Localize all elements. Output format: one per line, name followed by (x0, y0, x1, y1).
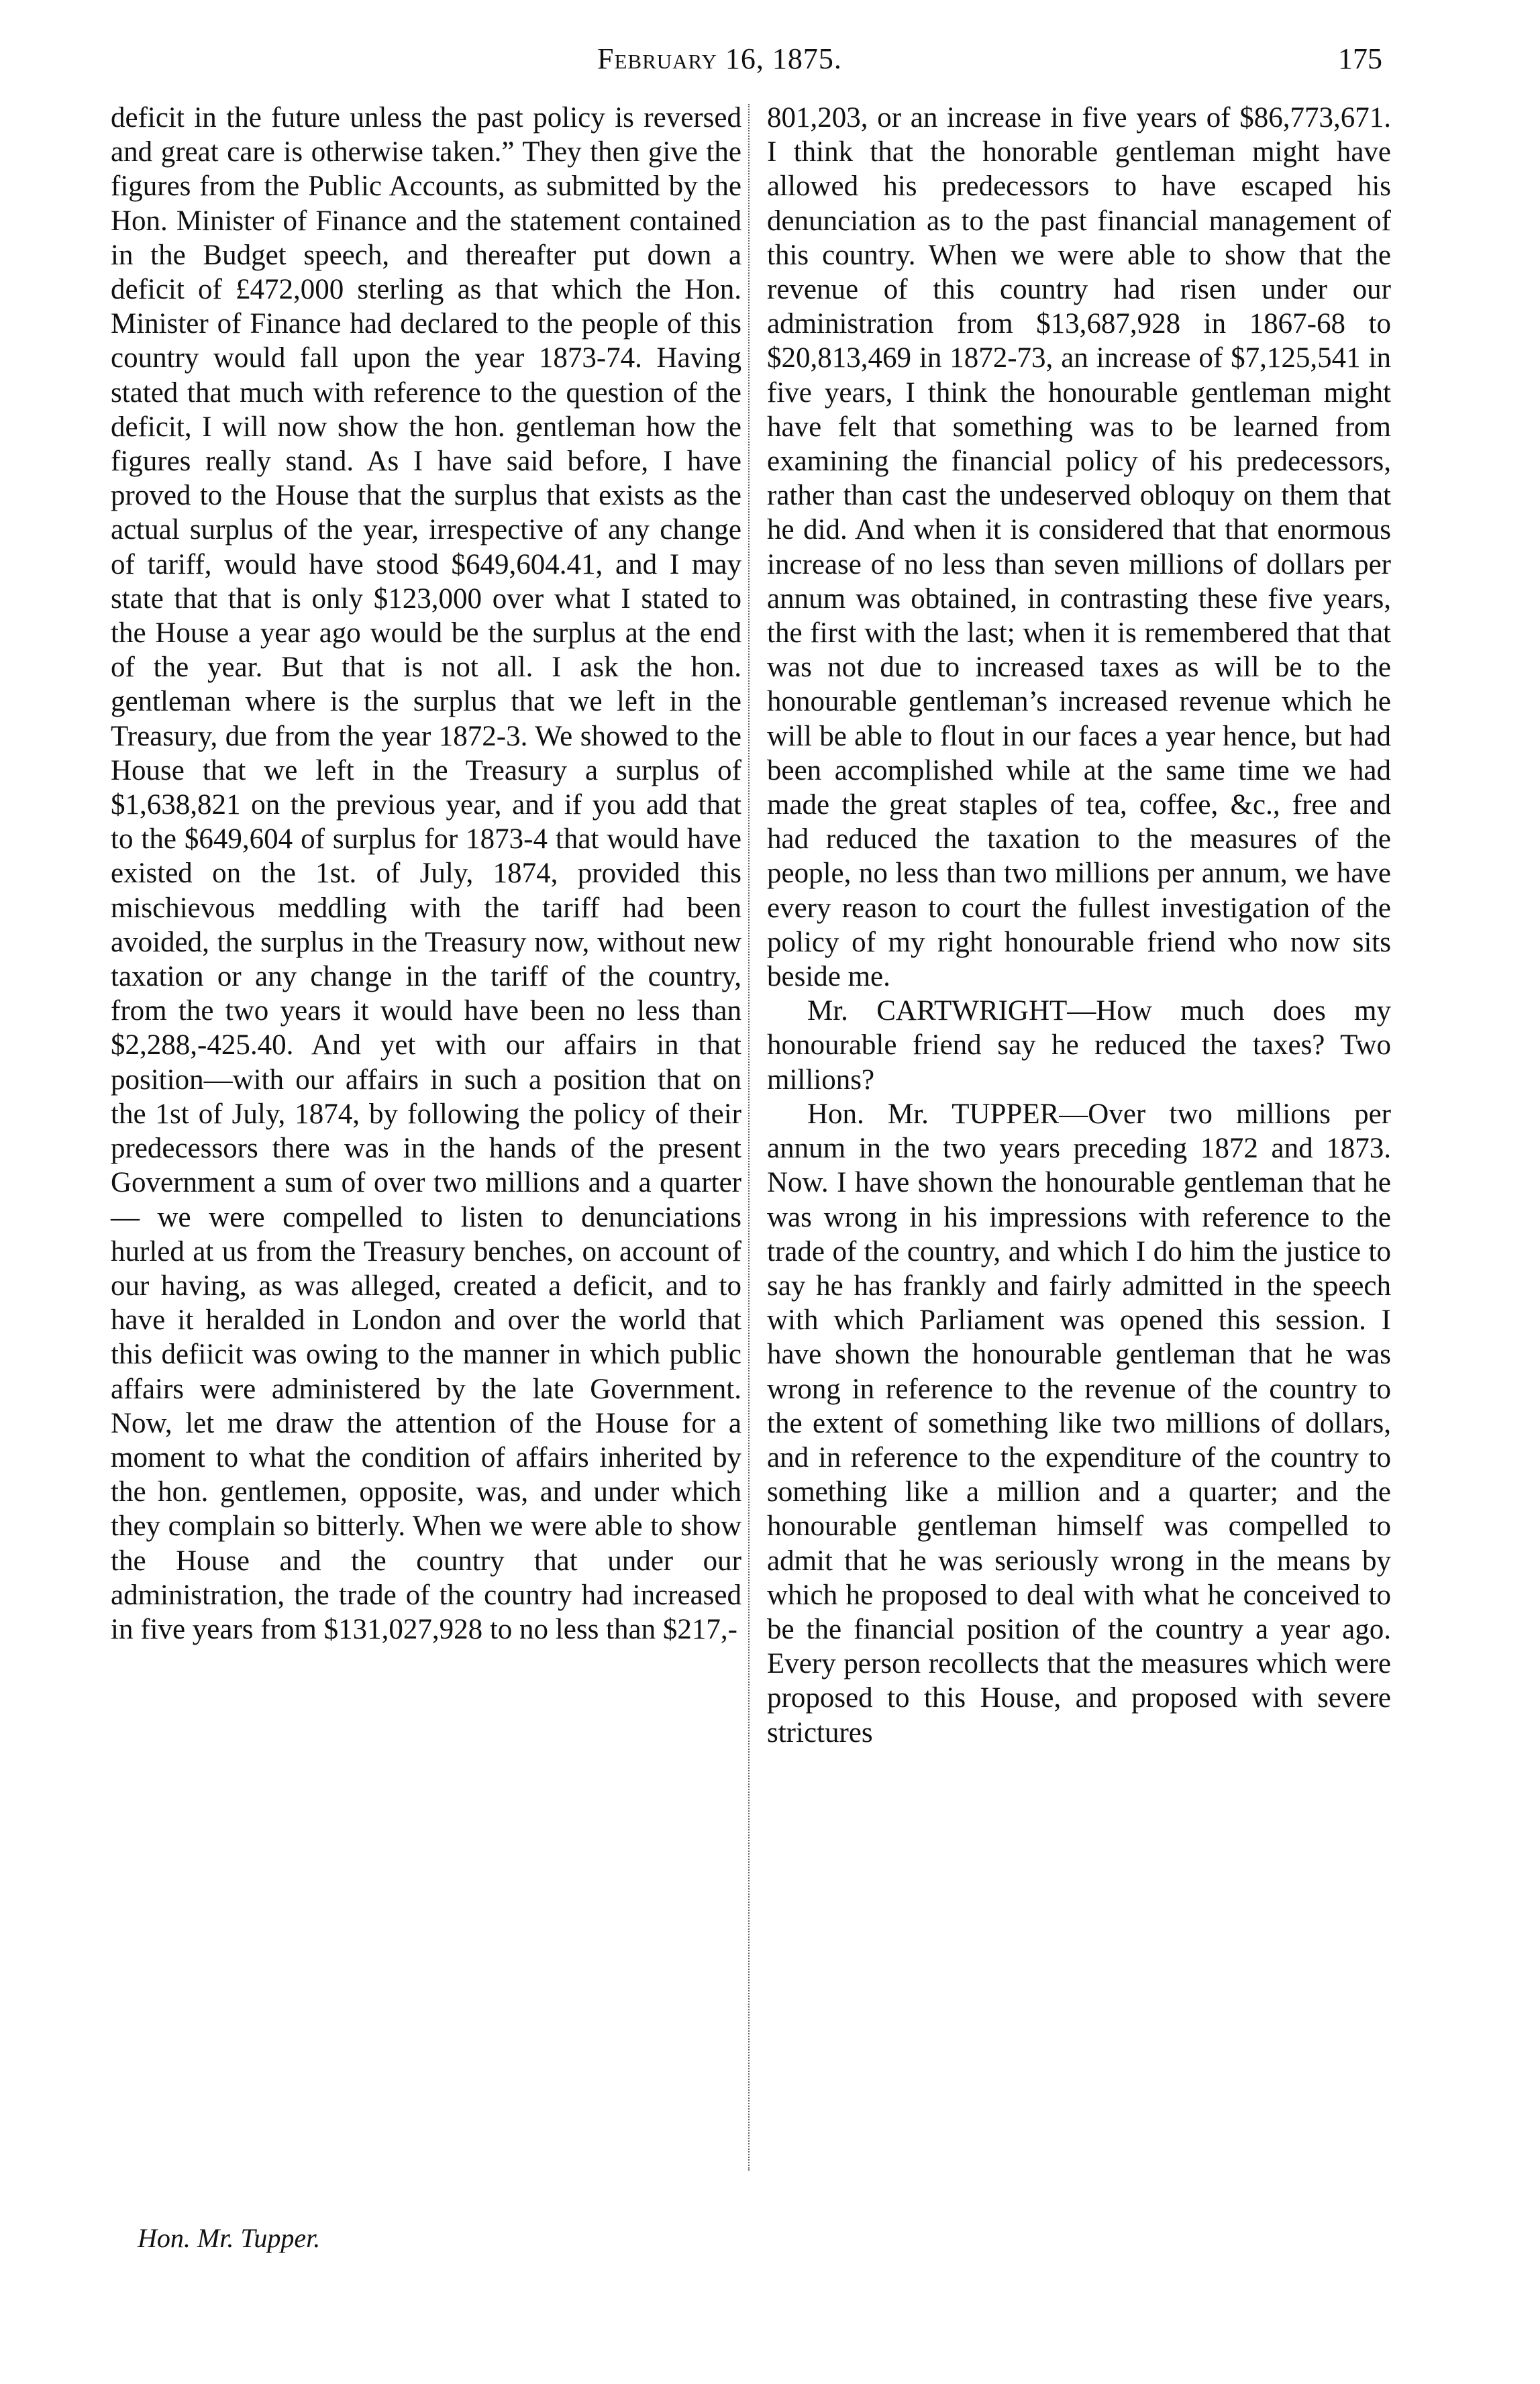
right-column (767, 101, 1391, 1750)
page-header (0, 42, 1540, 89)
page-number: 175 (1338, 42, 1382, 75)
column-divider (748, 104, 750, 2171)
right-paragraph-2: Mr. CARTWRIGHT—How much does my honourable friend say he reduced the taxes? Two millions? (767, 995, 1391, 1096)
left-column (111, 101, 741, 1647)
running-title: February 16, 1875. (597, 42, 842, 75)
right-paragraph-3: Hon. Mr. TUPPER—Over two millions per annum in the two years preceding 1872 and 1873. Now. I have shown the honourable gentleman that he was wrong in his impressions with reference to the trade of the country, and which I do him the justice to say he has frankly and fairly admitted in the speech with which Parliament was opened this session. I have shown the honourable gentleman that he was wrong in reference to the revenue of the country to the extent of something like two millions of dollars, and in reference to the expenditure of the country to something like a million and a quarter; and the honourable gentleman himself was compelled to admit that he was seriously wrong in the means by which he proposed to deal with what he conceived to be the financial position of the country a year ago. Every person recollects that the measures which were proposed to this House, and proposed with severe strictures (767, 1098, 1391, 1749)
left-paragraph-1: deficit in the future unless the past policy is reversed and great care is otherwise taken.” They then give the figures from the Public Accounts, as submitted by the Hon. Minister of Finance and the statement contained in the Budget speech, and thereafter put down a deficit of £472,000 sterling as that which the Hon. Minister of Finance had declared to the people of this country would fall upon the year 1873-74. Having stated that much with reference to the question of the deficit, I will now show the hon. gentleman how the figures really stand. As I have said before, I have proved to the House that the surplus that exists as the actual surplus of the year, irrespective of any change of tariff, would have stood $649,604.41, and I may state that that is only $123,000 over what I stated to the House a year ago would be the surplus at the end of the year. But that is not all. I ask the hon. gentleman where is the surplus that we left in the Treasury, due from the year 1872-3. We showed to the House that we left in the Treasury a surplus of $1,638,821 on the previous year, and if you add that to the $649,604 of surplus for 1873-4 that would have existed on the 1st. of July, 1874, provided this mischievous meddling with the tariff had been avoided, the surplus in the Treasury now, without new taxation or any change in the tariff of the country, from the two years it would have been no less than $2,288,-425.40. And yet with our affairs in that position—with our affairs in such a position that on the 1st of July, 1874, by following the policy of their predecessors there was in the hands of the present Government a sum of over two millions and a quarter — we were compelled to listen to denunciations hurled at us from the Treasury benches, on account of our having, as was alleged, created a deficit, and to have it heralded in London and over the world that this defiicit was owing to the manner in which public affairs were administered by the late Government. Now, let me draw the attention of the House for a moment to what the condition of affairs inherited by the hon. gentlemen, opposite, was, and under which they complain so bitterly. When we were able to show the House and the country that under our administration, the trade of the country had increased in five years from $131,027,928 to no less than $217,- (111, 102, 741, 1645)
footer-speaker-name: Hon. Mr. Tupper. (138, 2223, 321, 2253)
right-paragraph-1: 801,203, or an increase in five years of $86,773,671. I think that the honorable gentleman might have allowed his predecessors to have escaped his denunciation as to the past financial management of this country. When we were able to show that the revenue of this country had risen under our administration from $13,687,928 in 1867-68 to $20,813,469 in 1872-73, an increase of $7,125,541 in five years, I think the honourable gentleman might have felt that something was to be learned from examining the financial policy of his predecessors, rather than cast the undeserved obloquy on them that he did. And when it is considered that that enormous increase of no less than seven millions of dollars per annum was obtained, in contrasting these five years, the first with the last; when it is remembered that that was not due to increased taxes as will be to the honourable gentleman’s increased revenue which he will be able to flout in our faces a year hence, but had been accomplished while at the same time we had made the great staples of tea, coffee, &c., free and had reduced the taxation to the measures of the people, no less than two millions per annum, we have every reason to court the fullest investigation of the policy of my right honourable friend who now sits beside me. (767, 102, 1391, 993)
